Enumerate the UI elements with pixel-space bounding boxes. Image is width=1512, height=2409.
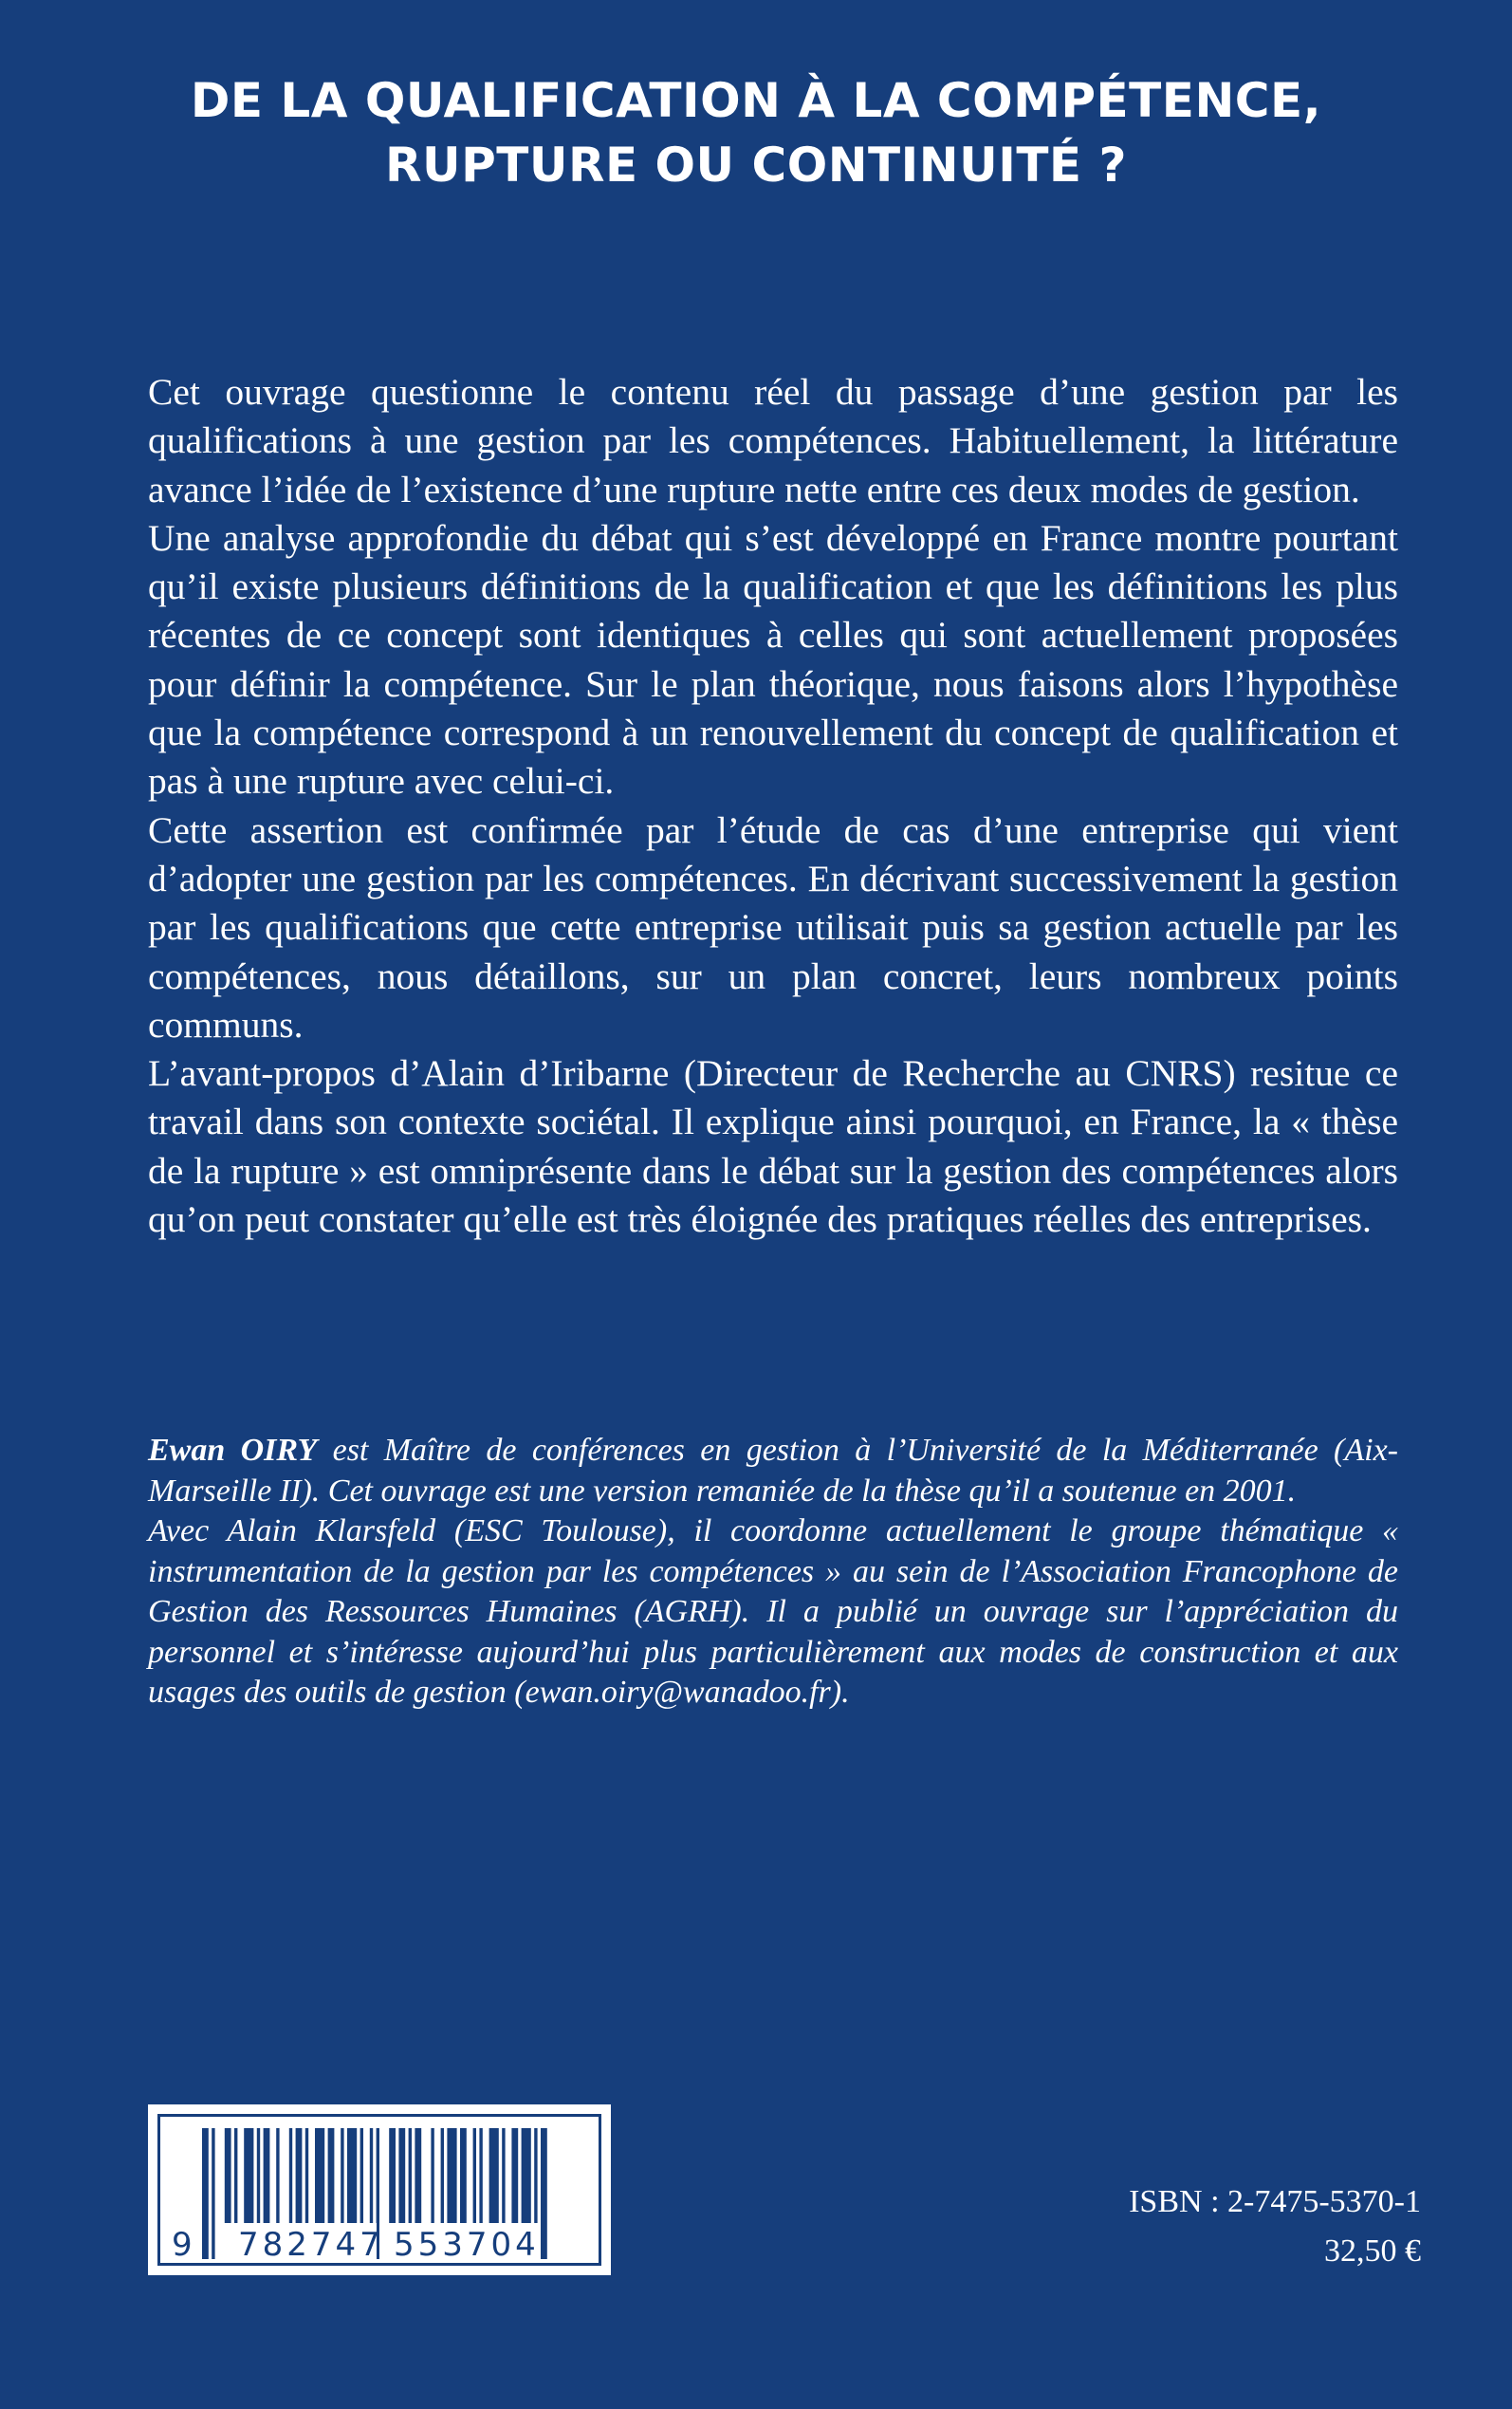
barcode-bar (202, 2128, 209, 2259)
synopsis-paragraph: Une analyse approfondie du débat qui s’est développé en France montre pourtant qu’il existe plusieurs définitions de la qualification et que les définitions les plus récentes de ce concept sont identiques à celles qui sont actuellement proposées pour définir la compétence. Sur le plan théorique, nous faisons alors l’hypothèse que la compétence correspond à un renouvellement du concept de qualification et pas à une rupture avec celui-ci. (148, 516, 1398, 803)
barcode-digits-left: 782747 (238, 2226, 384, 2263)
barcode-bar (522, 2128, 531, 2223)
barcode-bar (441, 2128, 444, 2223)
author-name: Ewan OIRY (148, 1433, 318, 1468)
barcode-bar (460, 2128, 467, 2223)
barcode-bar (289, 2128, 292, 2223)
synopsis-paragraph: Cette assertion est confirmée par l’étude de cas d’une entreprise qui vient d’adopter une gestion par les compétences. En décrivant successivement la gestion par les qualifications que cette entreprise utilisait puis sa gestion actuelle par les compétences, nous détaillons, sur un plan concret, leurs nombreux points communs. (148, 808, 1398, 1046)
barcode-bar (264, 2128, 270, 2223)
barcode-graphic (160, 2117, 599, 2263)
barcode-bar (511, 2128, 518, 2223)
isbn: ISBN : 2-7475-5370-1 (1129, 2184, 1421, 2219)
barcode-bar (234, 2128, 237, 2223)
synopsis (148, 368, 1398, 1244)
barcode-bar (447, 2128, 456, 2223)
author-bio-paragraph-2: Avec Alain Klarsfeld (ESC Toulouse), il coordonne actuellement le groupe thématique « instrumentation de la gestion par les compétences » au sein de l’Association Francophone de Gestion des Ressources Humaines (AGRH). Il a publié un ouvrage sur l’appréciation du personnel et s’intéresse aujourd’hui plus particulièrement aux modes de construction et aux usages des outils de gestion (ewan.oiry@wanadoo.fr). (148, 1513, 1398, 1710)
synopsis-paragraph: Cet ouvrage questionne le contenu réel du passage d’une gestion par les qualifications à une gestion par les compétences. Habituellement, la littérature avance l’idée de l’existence d’une rupture nette entre ces deux modes de gestion. (148, 371, 1398, 510)
barcode-bar (389, 2128, 396, 2223)
book-title-line-1: DE LA QUALIFICATION À LA COMPÉTENCE, (190, 73, 1322, 128)
barcode-bar (341, 2128, 343, 2223)
barcode-bar (502, 2128, 505, 2223)
barcode-bar (479, 2128, 482, 2223)
author-bio-text: est Maître de conférences en gestion à l’Université de la Méditerranée (Aix-Marseille II). Cet ouvrage est une version remaniée de la thèse qu’il a soutenue en 2001. (148, 1433, 1399, 1509)
price: 32,50 € (1324, 2233, 1421, 2269)
barcode-bar (296, 2128, 303, 2223)
barcode-bar (415, 2128, 421, 2223)
author-bio-paragraph-1 (148, 1431, 1398, 1511)
barcode-bar (398, 2128, 405, 2223)
barcode-bar (347, 2128, 357, 2223)
book-title (0, 68, 1512, 197)
barcode-bar (360, 2128, 363, 2223)
synopsis-paragraph: L’avant-propos d’Alain d’Iribarne (Directeur de Recherche au CNRS) resitue ce travail dans son contexte sociétal. Il explique ainsi pourquoi, en France, la « thèse de la rupture » est omniprésente dans le débat sur la gestion des compétences alors qu’on peut constater qu’elle est très éloignée des pratiques réelles des entreprises. (148, 1052, 1398, 1241)
barcode-bar (328, 2128, 335, 2223)
barcode (148, 2104, 611, 2275)
barcode-frame (157, 2114, 601, 2266)
barcode-bar (409, 2128, 412, 2223)
barcode-first-digit: 9 (172, 2226, 193, 2263)
barcode-bar (305, 2128, 308, 2223)
barcode-bar (473, 2128, 476, 2223)
author-bio (148, 1431, 1398, 1714)
barcode-bar (212, 2128, 214, 2259)
book-title-line-2: RUPTURE OU CONTINUITÉ ? (384, 138, 1127, 193)
barcode-bar (257, 2128, 260, 2223)
barcode-digits-right: 553704 (394, 2226, 540, 2263)
barcode-bar (534, 2128, 537, 2223)
barcode-bar (431, 2128, 433, 2223)
barcode-bar (489, 2128, 499, 2223)
barcode-bar (244, 2128, 253, 2223)
barcode-bar (315, 2128, 324, 2223)
barcode-bar (541, 2128, 547, 2259)
barcode-bar (276, 2128, 279, 2223)
barcode-bar (225, 2128, 231, 2223)
